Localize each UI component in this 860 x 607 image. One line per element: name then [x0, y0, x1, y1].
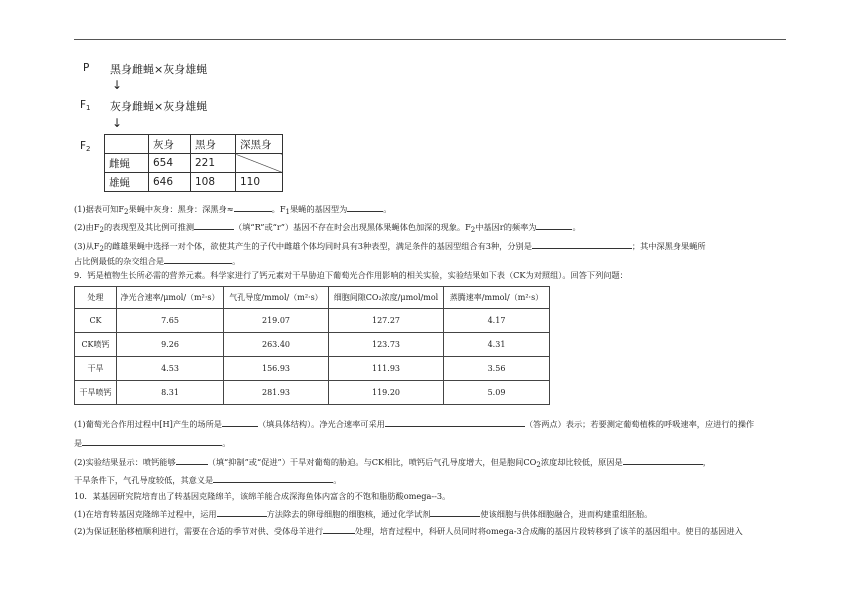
arrow-down-icon: ↓ — [112, 78, 123, 92]
table-row — [75, 309, 550, 333]
answer-blank[interactable] — [536, 221, 572, 230]
table-cell: 4.31 — [444, 333, 550, 357]
table-header-cell: 黑身 — [191, 135, 236, 154]
table-header-row — [75, 287, 550, 309]
answer-blank[interactable] — [623, 456, 703, 465]
f2-phenotype-table — [104, 134, 283, 192]
f1-label: $F_1$ — [80, 99, 91, 112]
table-cell: 3.56 — [444, 357, 550, 381]
table-row — [105, 173, 283, 192]
f2-label: $F_2$ — [80, 140, 91, 153]
table-row — [75, 333, 550, 357]
table-cell: 654 — [149, 154, 191, 173]
table-cell: 5.09 — [444, 381, 550, 405]
table-cell: 123.73 — [329, 333, 444, 357]
answer-blank[interactable] — [217, 508, 267, 517]
table-header-cell: 气孔导度/mmol/（m²·s） — [224, 287, 329, 309]
header-rule — [74, 39, 786, 40]
table-cell: 8.31 — [117, 381, 224, 405]
table-row — [75, 357, 550, 381]
answer-blank[interactable] — [164, 255, 232, 264]
table-header-cell: 深黑身 — [236, 135, 283, 154]
answer-blank[interactable] — [176, 456, 208, 465]
answer-blank[interactable] — [213, 474, 333, 483]
table-cell — [105, 135, 149, 154]
table-cell: 111.93 — [329, 357, 444, 381]
row-label: 雌蝇 — [105, 154, 149, 173]
table-cell: 221 — [191, 154, 236, 173]
table-cell: 646 — [149, 173, 191, 192]
table-cell: 7.65 — [117, 309, 224, 333]
table-cell: 4.53 — [117, 357, 224, 381]
p-label: P — [83, 62, 90, 74]
table-row — [75, 381, 550, 405]
q10-part1: (1)在培育转基因克隆绵羊过程中，运用 方法除去的卵母细胞的细胞核，通过化学试剂 使该细胞与供体细胞融合，进而构建重组胚胎。 — [74, 509, 653, 519]
table-header-cell: 处理 — [75, 287, 117, 309]
table-cell: 281.93 — [224, 381, 329, 405]
table-header-cell: 细胞间隙CO₂浓度/μmol/mol — [329, 287, 444, 309]
q8-part3: (3)从F2的雌雄果蝇中选择一对个体，欲使其产生的子代中雌雄个体均同时具有3种表型，满足条件的基因型组合有3种，分别是 ；其中深黑身果蝇所 — [74, 241, 706, 253]
answer-blank[interactable] — [222, 418, 258, 427]
row-label: 雄蝇 — [105, 173, 149, 192]
answer-blank[interactable] — [194, 221, 234, 230]
q9-part1-cont: 是 。 — [74, 438, 231, 448]
diagonal-empty-cell — [236, 154, 283, 173]
q9-intro: 9．钙是植物生长所必需的营养元素。科学家进行了钙元素对干旱胁迫下葡萄光合作用影响的相关实验，实验结果如下表（CK为对照组）。回答下列问题： — [74, 270, 628, 280]
q9-part2: (2)实验结果显示：喷钙能够 （填“抑制”或“促进”）干旱对葡萄的胁迫。与CK相比，喷钙后气孔导度增大，但是胞间CO2浓度却比较低，原因是 ， — [74, 457, 711, 469]
q9-part2-cont: 干旱条件下，气孔导度较低，其意义是 。 — [74, 475, 342, 485]
table-header-row — [105, 135, 283, 154]
table-cell: CK — [75, 309, 117, 333]
q9-part1: (1)葡萄光合作用过程中[H]产生的场所是 （填具体结构）。净光合速率可采用 （答两点）表示；若要测定葡萄植株的呼吸速率，应进行的操作 — [74, 419, 755, 429]
answer-blank[interactable] — [234, 203, 272, 212]
answer-blank[interactable] — [385, 418, 525, 427]
q10-part2: (2)为保证胚胎移植顺利进行，需要在合适的季节对供、受体母羊进行 处理，培育过程中，科研人员同时将omega-3合成酶的基因片段转移到了该羊的基因组中。使目的基因进入 — [74, 526, 743, 536]
answer-blank[interactable] — [532, 240, 632, 249]
q8-part3-cont: 占比例最低的杂交组合是 。 — [74, 256, 241, 266]
calcium-data-table — [74, 286, 550, 405]
table-cell: 156.93 — [224, 357, 329, 381]
answer-blank[interactable] — [82, 437, 222, 446]
table-header-cell: 净光合速率/μmol/（m²·s） — [117, 287, 224, 309]
table-cell: 119.20 — [329, 381, 444, 405]
table-cell: 干旱喷钙 — [75, 381, 117, 405]
p-cross-text: 黑身雌蝇×灰身雄蝇 — [110, 63, 208, 76]
table-row — [105, 154, 283, 173]
answer-blank[interactable] — [347, 203, 383, 212]
q8-part2: (2)由F2的表现型及其比例可推测 （填“R”或“r”）基因不存在时会出现黑体果蝇体色加深的现象。F2中基因r的频率为 。 — [74, 222, 581, 234]
table-cell: 110 — [236, 173, 283, 192]
table-header-cell: 蒸腾速率/mmol/（m²·s） — [444, 287, 550, 309]
table-cell: 干旱 — [75, 357, 117, 381]
answer-blank[interactable] — [430, 508, 480, 517]
answer-blank[interactable] — [323, 525, 355, 534]
table-cell: 108 — [191, 173, 236, 192]
arrow-down-icon: ↓ — [112, 116, 123, 130]
q10-intro: 10．某基因研究院培育出了转基因克隆绵羊，该绵羊能合成深海鱼体内富含的不饱和脂肪酸omega--3。 — [74, 491, 451, 501]
table-cell: 9.26 — [117, 333, 224, 357]
table-cell: 127.27 — [329, 309, 444, 333]
table-header-cell: 灰身 — [149, 135, 191, 154]
table-cell: 263.40 — [224, 333, 329, 357]
q8-part1: (1)据表可知F2果蝇中灰身：黑身：深黑身≈ 。F1果蝇的基因型为 。 — [74, 204, 392, 216]
table-cell: 219.07 — [224, 309, 329, 333]
table-cell: 4.17 — [444, 309, 550, 333]
f1-cross-text: 灰身雌蝇×灰身雄蝇 — [110, 100, 208, 113]
table-cell: CK喷钙 — [75, 333, 117, 357]
